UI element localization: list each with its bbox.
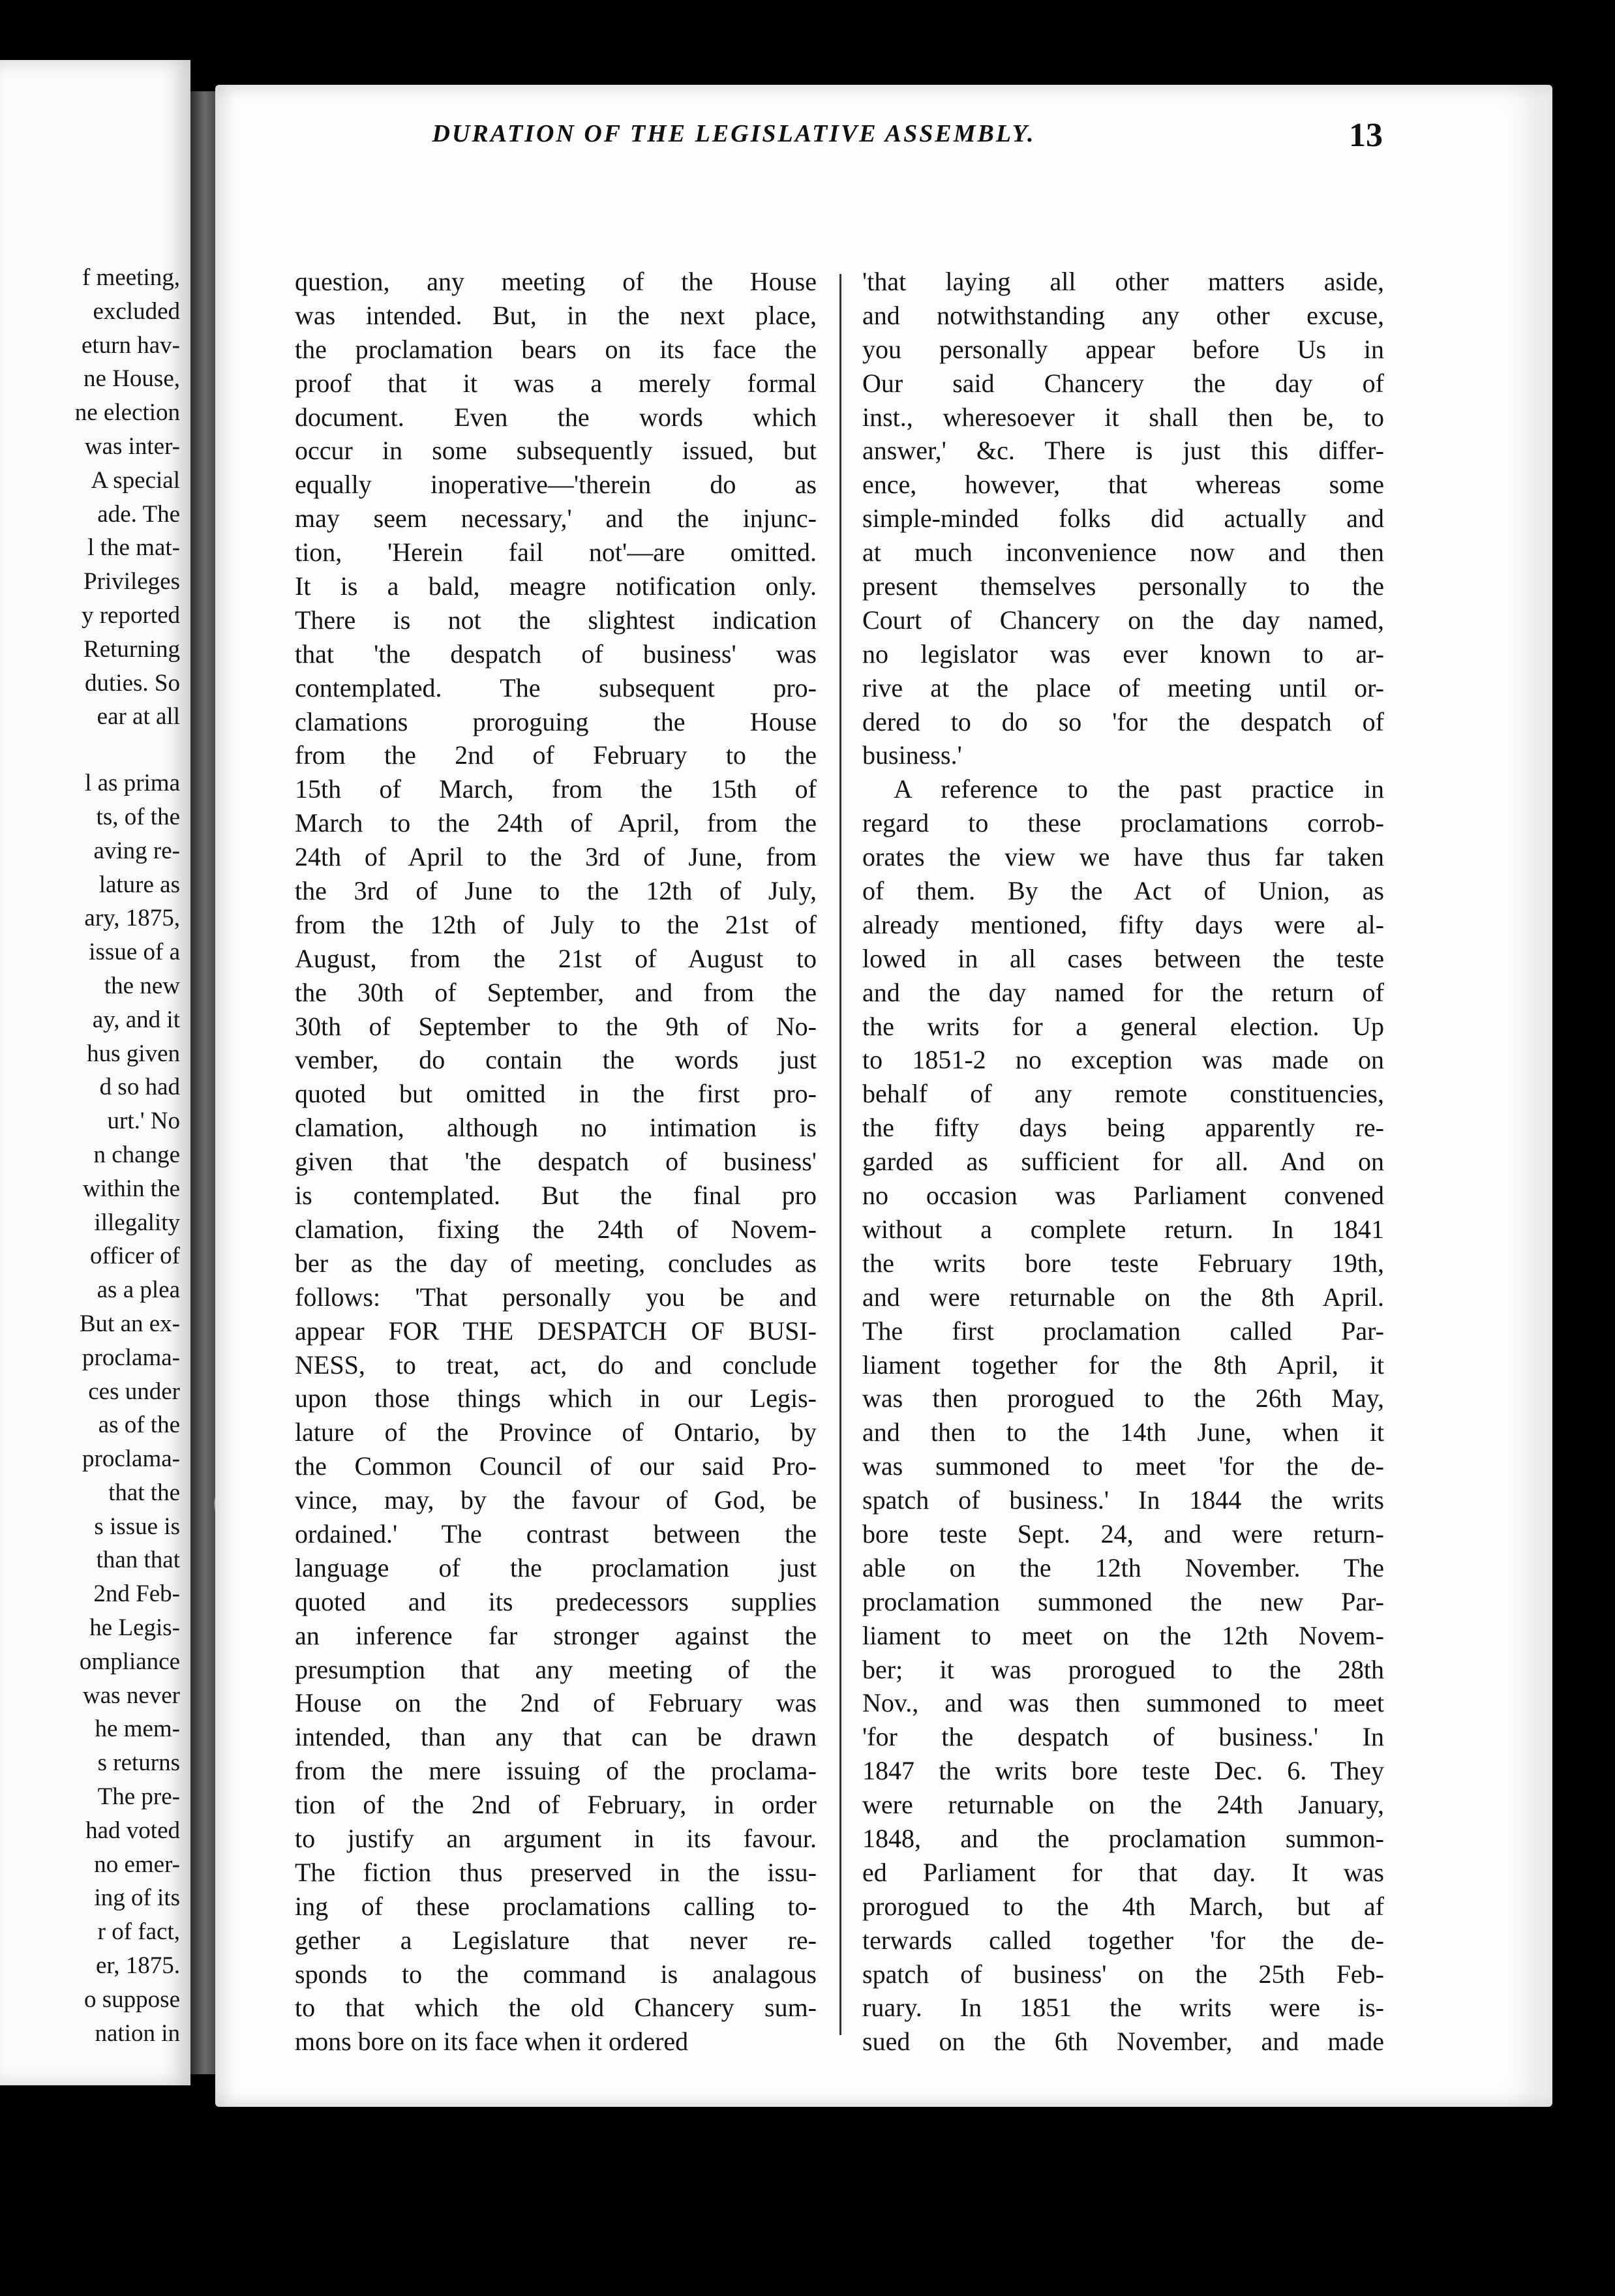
text-line: already mentioned, fifty days were al-: [862, 909, 1384, 939]
text-line: ay, and it: [92, 1006, 180, 1033]
text-line: lowed in all cases between the teste: [862, 943, 1384, 973]
text-column-right: [862, 265, 1384, 2059]
text-line: without a complete return. In 1841: [862, 1214, 1384, 1244]
text-line: equally inoperative—'therein do as: [295, 470, 817, 500]
text-line: ing of these proclamations calling to-: [295, 1891, 817, 1921]
text-line: orates the view we have thus far taken: [862, 842, 1384, 872]
text-line: and then to the 14th June, when it: [862, 1417, 1384, 1447]
page-number: 13: [1349, 117, 1383, 154]
text-line: f meeting,: [82, 264, 180, 291]
text-line: Returning: [83, 635, 180, 663]
text-line: ary, 1875,: [84, 905, 180, 932]
text-line: and the day named for the return of: [862, 977, 1384, 1007]
text-line: regard to these proclamations corrob-: [862, 808, 1384, 838]
text-line: to justify an argument in its favour.: [295, 1823, 817, 1853]
text-line: clamation, fixing the 24th of Novem-: [295, 1214, 817, 1244]
text-line: the Common Council of our said Pro-: [295, 1451, 817, 1481]
text-line: NESS, to treat, act, do and conclude: [295, 1350, 817, 1380]
text-line: ne election: [74, 399, 180, 427]
text-line: proclama-: [82, 1445, 180, 1473]
text-line: terwards called together 'for the de-: [862, 1925, 1384, 1955]
text-line: the proclamation bears on its face the: [295, 334, 817, 364]
text-line: and notwithstanding any other excuse,: [862, 300, 1384, 330]
text-line: y reported: [81, 601, 180, 629]
text-line: you personally appear before Us in: [862, 334, 1384, 364]
text-line: issue of a: [89, 939, 180, 966]
text-line: given that 'the despatch of business': [295, 1147, 817, 1177]
text-line: behalf of any remote constituencies,: [862, 1079, 1384, 1109]
text-line: d so had: [99, 1074, 180, 1101]
text-line: proclamation summoned the new Par-: [862, 1586, 1384, 1616]
text-line: spatch of business' on the 25th Feb-: [862, 1959, 1384, 1989]
text-line: an inference far stronger against the: [295, 1620, 817, 1650]
text-line: question, any meeting of the House: [295, 267, 817, 296]
text-line: The first proclamation called Par-: [862, 1316, 1384, 1346]
text-line: that 'the despatch of business' was: [295, 639, 817, 669]
text-line: was summoned to meet 'for the de-: [862, 1451, 1384, 1481]
text-line: proclama-: [82, 1344, 180, 1371]
text-line: ence, however, that whereas some: [862, 470, 1384, 500]
text-line: There is not the slightest indication: [295, 605, 817, 635]
text-line: lature of the Province of Ontario, by: [295, 1417, 817, 1447]
text-line: dered to do so 'for the despatch of: [862, 706, 1384, 736]
text-line: ordained.' The contrast between the: [295, 1518, 817, 1548]
text-line: answer,' &c. There is just this differ-: [862, 436, 1384, 466]
text-line: mons bore on its face when it ordered: [295, 2027, 689, 2057]
text-line: to that which the old Chancery sum-: [295, 1993, 817, 2023]
text-line: But an ex-: [79, 1310, 180, 1337]
text-line: liament to meet on the 12th Novem-: [862, 1620, 1384, 1650]
text-line: er, 1875.: [95, 1952, 180, 1980]
text-line: able on the 12th November. The: [862, 1552, 1384, 1582]
text-line: upon those things which in our Legis-: [295, 1383, 817, 1413]
text-line: s returns: [97, 1749, 180, 1777]
text-line: no legislator was ever known to ar-: [862, 639, 1384, 669]
text-line: vember, do contain the words just: [295, 1045, 817, 1075]
text-line: was inter-: [84, 432, 180, 460]
text-line: inst., wheresoever it shall then be, to: [862, 402, 1384, 432]
text-line: was then prorogued to the 26th May,: [862, 1383, 1384, 1413]
text-line: quoted but omitted in the first pro-: [295, 1079, 817, 1109]
text-line: the fifty days being apparently re-: [862, 1113, 1384, 1143]
text-line: ces under: [88, 1378, 180, 1405]
text-line: simple-minded folks did actually and: [862, 504, 1384, 534]
text-line: lature as: [98, 871, 180, 898]
text-line: of them. By the Act of Union, as: [862, 876, 1384, 906]
text-line: from the 2nd of February to the: [295, 740, 817, 770]
text-line: urt.' No: [107, 1108, 180, 1135]
text-line: ompliance: [79, 1648, 180, 1675]
text-line: tion of the 2nd of February, in order: [295, 1790, 817, 1820]
text-line: and were returnable on the 8th April.: [862, 1282, 1384, 1312]
text-line: House on the 2nd of February was: [295, 1688, 817, 1718]
text-line: appear FOR THE DESPATCH OF BUSI-: [295, 1316, 817, 1346]
text-line: o suppose: [84, 1986, 180, 2013]
text-line: intended, than any that can be drawn: [295, 1722, 817, 1752]
text-line: ed Parliament for that day. It was: [862, 1857, 1384, 1887]
text-line: the writs bore teste February 19th,: [862, 1248, 1384, 1278]
text-line: than that: [96, 1547, 180, 1574]
text-line: clamations proroguing the House: [295, 706, 817, 736]
text-line: within the: [82, 1175, 180, 1202]
text-line: were returnable on the 24th January,: [862, 1790, 1384, 1820]
text-line: occur in some subsequently issued, but: [295, 436, 817, 466]
text-line: ear at all: [97, 703, 180, 731]
text-line: to 1851-2 no exception was made on: [862, 1045, 1384, 1075]
text-line: August, from the 21st of August to: [295, 943, 817, 973]
text-line: the 3rd of June to the 12th of July,: [295, 876, 817, 906]
text-line: Nov., and was then summoned to meet: [862, 1688, 1384, 1718]
text-line: from the 12th of July to the 21st of: [295, 909, 817, 939]
text-line: was intended. But, in the next place,: [295, 300, 817, 330]
text-line: gether a Legislature that never re-: [295, 1925, 817, 1955]
text-line: officer of: [90, 1243, 180, 1270]
text-line: l as prima: [85, 770, 180, 797]
text-line: as of the: [98, 1412, 180, 1439]
text-line: r of fact,: [97, 1918, 180, 1946]
text-line: bore teste Sept. 24, and were return-: [862, 1518, 1384, 1548]
text-line: ber as the day of meeting, concludes as: [295, 1248, 817, 1278]
text-line: March to the 24th of April, from the: [295, 808, 817, 838]
left-page-fragment: [0, 60, 190, 2085]
text-line: 1847 the writs bore teste Dec. 6. They: [862, 1756, 1384, 1786]
text-line: 24th of April to the 3rd of June, from: [295, 842, 817, 872]
text-line: follows: 'That personally you be and: [295, 1282, 817, 1312]
text-line: ruary. In 1851 the writs were is-: [862, 1993, 1384, 2023]
text-line: l the mat-: [87, 534, 180, 562]
text-line: ber; it was prorogued to the 28th: [862, 1654, 1384, 1684]
left-page-text: [0, 261, 180, 2050]
text-line: that the: [108, 1479, 180, 1506]
text-line: the writs for a general election. Up: [862, 1011, 1384, 1041]
text-line: is contemplated. But the final pro: [295, 1181, 817, 1211]
text-line: ing of its: [94, 1884, 180, 1912]
text-line: he mem-: [95, 1715, 180, 1743]
text-line: A reference to the past practice in: [894, 774, 1384, 804]
text-line: at much inconvenience now and then: [862, 537, 1384, 567]
text-column-left: [295, 265, 817, 2059]
text-line: duties. So: [85, 669, 180, 697]
text-line: 15th of March, from the 15th of: [295, 774, 817, 804]
text-line: sponds to the command is analagous: [295, 1959, 817, 1989]
text-line: had voted: [85, 1817, 180, 1844]
text-line: illegality: [94, 1209, 180, 1236]
text-line: hus given: [87, 1040, 180, 1067]
text-line: may seem necessary,' and the injunc-: [295, 504, 817, 534]
text-line: presumption that any meeting of the: [295, 1654, 817, 1684]
text-line: 'for the despatch of business.' In: [862, 1722, 1384, 1752]
text-line: clamation, although no intimation is: [295, 1113, 817, 1143]
text-line: 30th of September to the 9th of No-: [295, 1011, 817, 1041]
text-line: tion, 'Herein fail not'—are omitted.: [295, 537, 817, 567]
text-line: spatch of business.' In 1844 the writs: [862, 1485, 1384, 1515]
text-line: 2nd Feb-: [93, 1580, 180, 1608]
text-line: he Legis-: [89, 1614, 180, 1642]
text-line: s issue is: [94, 1513, 180, 1540]
text-line: excluded: [93, 297, 180, 325]
text-line: contemplated. The subsequent pro-: [295, 672, 817, 702]
text-line: from the mere issuing of the proclama-: [295, 1756, 817, 1786]
text-line: Court of Chancery on the day named,: [862, 605, 1384, 635]
text-line: liament together for the 8th April, it: [862, 1350, 1384, 1380]
text-line: sued on the 6th November, and made: [862, 2027, 1384, 2057]
text-line: eturn hav-: [81, 331, 180, 359]
text-line: ts, of the: [96, 803, 180, 830]
text-line: The fiction thus preserved in the issu-: [295, 1857, 817, 1887]
text-line: quoted and its predecessors supplies: [295, 1586, 817, 1616]
text-line: prorogued to the 4th March, but af: [862, 1891, 1384, 1921]
text-line: document. Even the words which: [295, 402, 817, 432]
text-line: ade. The: [97, 500, 180, 528]
text-line: ne House,: [83, 365, 180, 393]
text-line: present themselves personally to the: [862, 571, 1384, 601]
text-line: as a plea: [97, 1276, 180, 1304]
text-line: vince, may, by the favour of God, be: [295, 1485, 817, 1515]
running-head: DURATION OF THE LEGISLATIVE ASSEMBLY.: [432, 120, 1036, 147]
text-line: Our said Chancery the day of: [862, 368, 1384, 398]
text-line: garded as sufficient for all. And on: [862, 1147, 1384, 1177]
text-line: Privileges: [83, 568, 180, 596]
text-line: proof that it was a merely formal: [295, 368, 817, 398]
text-line: The pre-: [97, 1783, 180, 1811]
text-line: was never: [83, 1682, 180, 1709]
text-line: language of the proclamation just: [295, 1552, 817, 1582]
text-line: A special: [91, 466, 180, 494]
text-line: the 30th of September, and from the: [295, 977, 817, 1007]
text-line: business.': [862, 740, 962, 770]
text-line: n change: [93, 1141, 180, 1168]
text-line: nation in: [95, 2019, 180, 2047]
text-line: rive at the place of meeting until or-: [862, 672, 1384, 702]
column-rule: [839, 274, 841, 2035]
text-line: the new: [104, 972, 180, 999]
paragraph-gap: [0, 734, 180, 766]
text-line: no occasion was Parliament convened: [862, 1181, 1384, 1211]
text-line: 1848, and the proclamation summon-: [862, 1823, 1384, 1853]
text-line: no emer-: [94, 1850, 180, 1878]
text-line: It is a bald, meagre notification only.: [295, 571, 817, 601]
text-line: 'that laying all other matters aside,: [862, 267, 1384, 296]
text-line: aving re-: [93, 837, 180, 864]
